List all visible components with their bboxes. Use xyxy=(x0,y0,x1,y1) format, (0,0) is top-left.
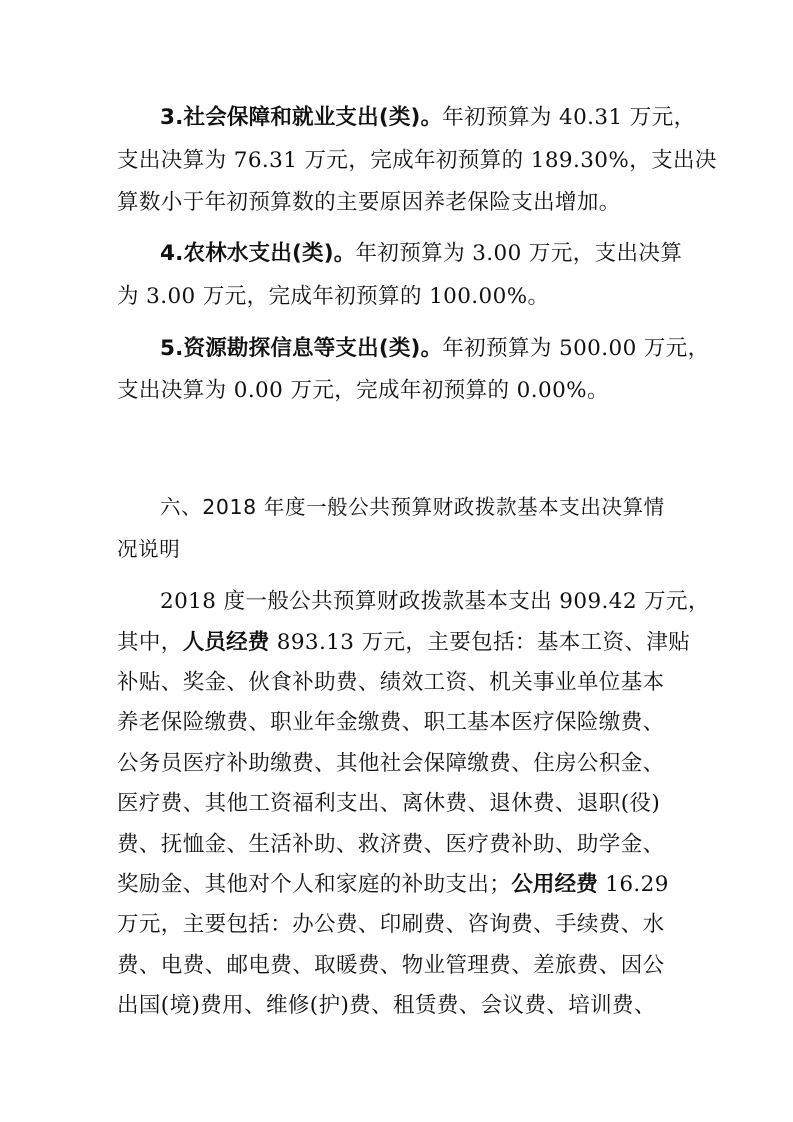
section6-para-line4: 养老保险缴费、职业年金缴费、职工基本医疗保险缴费、 xyxy=(117,710,665,735)
section6-para-line1: 2018 度一般公共预算财政拨款基本支出 909.42 万元， xyxy=(160,589,710,614)
public-expense-label: 公用经费 xyxy=(511,872,599,897)
section6-heading-line1: 六、2018 年度一般公共预算财政拨款基本支出决算情 xyxy=(160,495,665,519)
section4-title: 4.农林水支出(类)。 xyxy=(160,241,356,266)
section6-para-line7: 费、抚恤金、生活补助、救济费、医疗费补助、助学金、 xyxy=(117,832,665,857)
section6-para-line2-pre: 其中， xyxy=(117,630,183,655)
section6-para-line8-pre: 奖励金、其他对个人和家庭的补助支出； xyxy=(117,872,512,897)
section3-line1 xyxy=(160,103,696,133)
section6-para-line2 xyxy=(117,628,690,658)
section6-heading-line2: 况说明 xyxy=(117,537,181,561)
section6-para-line5: 公务员医疗补助缴费、其他社会保障缴费、住房公积金、 xyxy=(117,751,665,776)
section6-para-line8-post: 16.29 xyxy=(598,872,669,897)
section6-para-line6: 医疗费、其他工资福利支出、离休费、退休费、退职(役) xyxy=(117,791,661,816)
section5-line1-text: 年初预算为 500.00 万元， xyxy=(442,336,710,361)
section6-para-line10: 费、电费、邮电费、取暖费、物业管理费、差旅费、因公 xyxy=(117,953,665,978)
section3-line2: 支出决算为 76.31 万元，完成年初预算的 189.30%，支出决 xyxy=(117,148,717,173)
section6-para-line11: 出国(境)费用、维修(护)费、租赁费、会议费、培训费、 xyxy=(117,993,656,1018)
section6-para-line2-post: 893.13 万元，主要包括：基本工资、津贴 xyxy=(269,630,691,655)
section5-title: 5.资源勘探信息等支出(类)。 xyxy=(160,336,443,361)
section4-line1-text: 年初预算为 3.00 万元，支出决算 xyxy=(355,241,683,266)
section4-line2: 为 3.00 万元，完成年初预算的 100.00%。 xyxy=(117,284,550,309)
section6-para-line3: 补贴、奖金、伙食补助费、绩效工资、机关事业单位基本 xyxy=(117,670,665,695)
section6-para-line8 xyxy=(117,870,669,900)
section6-para-line9: 万元，主要包括：办公费、印刷费、咨询费、手续费、水 xyxy=(117,912,665,937)
section5-line1 xyxy=(160,334,710,364)
personnel-expense-label: 人员经费 xyxy=(182,630,270,655)
section4-line1 xyxy=(160,239,682,269)
section3-line1-text: 年初预算为 40.31 万元， xyxy=(442,105,696,130)
section3-title: 3.社会保障和就业支出(类)。 xyxy=(160,105,443,130)
section5-line2: 支出决算为 0.00 万元，完成年初预算的 0.00%。 xyxy=(117,378,609,403)
section3-line3: 算数小于年初预算数的主要原因养老保险支出增加。 xyxy=(117,190,621,215)
